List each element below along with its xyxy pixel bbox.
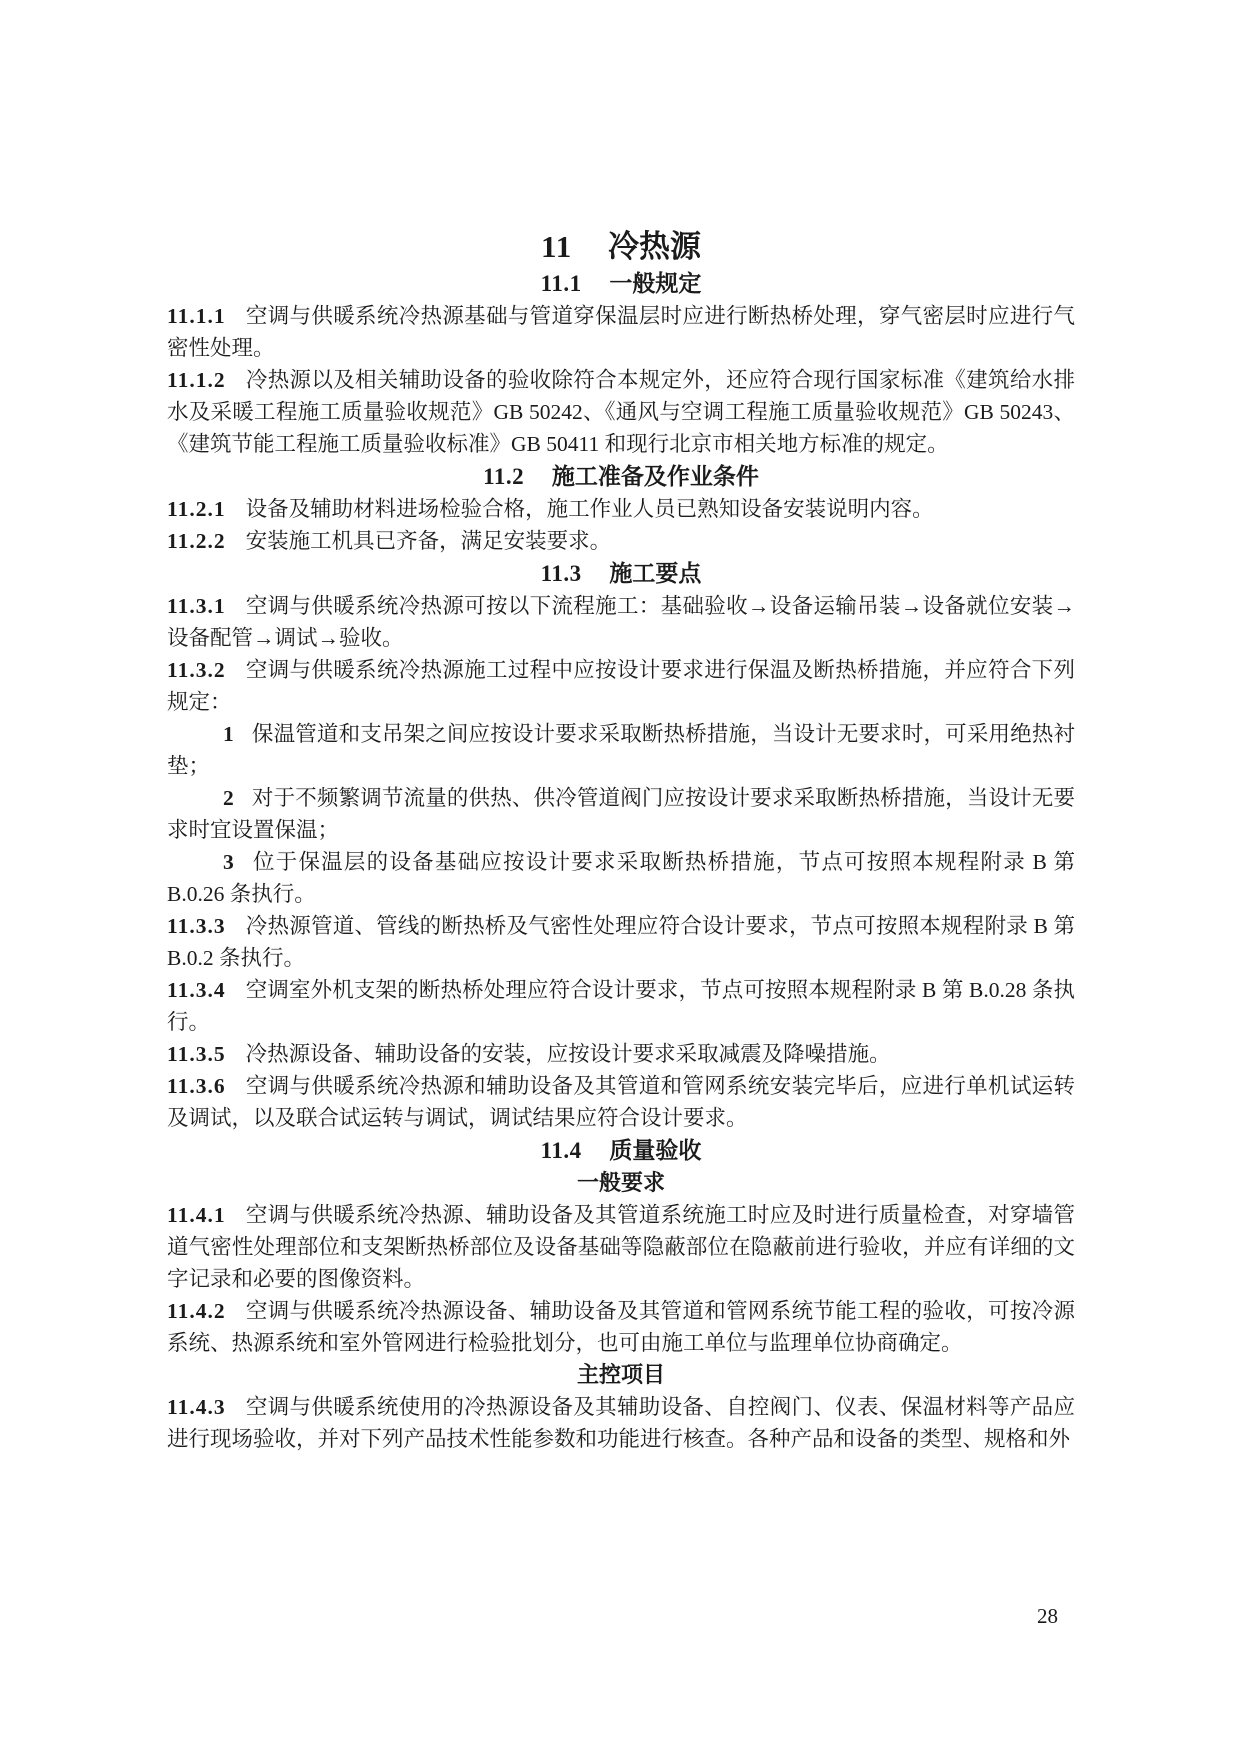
clause-11-1-1 xyxy=(167,300,1075,364)
clause-11-3-1 xyxy=(167,590,1075,654)
clause-text: 冷热源以及相关辅助设备的验收除符合本规定外，还应符合现行国家标准《建筑给水排水及采暖工程施工质量验收规范》GB 50242、《通风与空调工程施工质量验收规范》GB 50243、《建筑节能工程施工质量验收标准》GB 50411 和现行北京市相关地方标准的规定。 xyxy=(167,368,1075,456)
clause-number: 11.4.1 xyxy=(167,1203,226,1227)
clause-11-3-2 xyxy=(167,654,1075,718)
clause-11-4-3 xyxy=(167,1391,1075,1455)
section-heading-11-2 xyxy=(167,460,1075,493)
clause-number: 11.3.1 xyxy=(167,594,226,618)
clause-11-3-4 xyxy=(167,974,1075,1038)
subitem-11-3-2-1 xyxy=(167,718,1075,782)
section-number: 11.1 xyxy=(540,271,582,296)
section-title: 施工要点 xyxy=(609,560,702,586)
clause-11-3-5 xyxy=(167,1038,1075,1070)
clause-11-2-2 xyxy=(167,525,1075,557)
clause-text: 设备及辅助材料进场检验合格，施工作业人员已熟知设备安装说明内容。 xyxy=(245,497,934,521)
clause-text: 空调与供暖系统冷热源设备、辅助设备及其管道和管网系统节能工程的验收，可按冷源系统、热源系统和室外管网进行检验批划分，也可由施工单位与监理单位协商确定。 xyxy=(167,1299,1075,1355)
subheading-master-control-items: 主控项目 xyxy=(576,1362,665,1387)
section-title: 施工准备及作业条件 xyxy=(551,463,759,489)
clause-11-3-3 xyxy=(167,910,1075,974)
subitem-text: 保温管道和支吊架之间应按设计要求采取断热桥措施，当设计无要求时，可采用绝热衬垫； xyxy=(167,722,1075,778)
clause-text: 冷热源管道、管线的断热桥及气密性处理应符合设计要求，节点可按照本规程附录 B 第 B.0.2 条执行。 xyxy=(167,914,1075,970)
clause-number: 11.4.3 xyxy=(167,1395,226,1419)
page-content xyxy=(167,0,1075,1455)
clause-11-4-1 xyxy=(167,1199,1075,1295)
subitem-11-3-2-2 xyxy=(167,782,1075,846)
clause-number: 11.3.6 xyxy=(167,1074,226,1098)
clause-text: 空调与供暖系统冷热源可按以下流程施工：基础验收→设备运输吊装→设备就位安装→设备配管→调试→验收。 xyxy=(167,594,1075,650)
subitem-number: 1 xyxy=(223,722,234,746)
clause-11-1-2 xyxy=(167,364,1075,460)
section-number: 11.3 xyxy=(540,561,582,586)
clause-text: 空调与供暖系统冷热源基础与管道穿保温层时应进行断热桥处理，穿气密层时应进行气密性处理。 xyxy=(167,304,1075,360)
chapter-number: 11 xyxy=(540,229,573,264)
subitem-text: 位于保温层的设备基础应按设计要求采取断热桥措施，节点可按照本规程附录 B 第 B.0.26 条执行。 xyxy=(167,850,1075,906)
chapter-title-text: 冷热源 xyxy=(608,229,702,264)
clause-text: 冷热源设备、辅助设备的安装，应按设计要求采取减震及降噪措施。 xyxy=(245,1042,891,1066)
clause-number: 11.4.2 xyxy=(167,1299,226,1323)
clause-text: 空调与供暖系统使用的冷热源设备及其辅助设备、自控阀门、仪表、保温材料等产品应进行现场验收，并对下列产品技术性能参数和功能进行核查。各种产品和设备的类型、规格和外 xyxy=(167,1395,1075,1451)
section-title: 一般规定 xyxy=(609,270,702,296)
subitem-11-3-2-3 xyxy=(167,846,1075,910)
clause-text: 空调与供暖系统冷热源、辅助设备及其管道系统施工时应及时进行质量检查，对穿墙管道气密性处理部位和支架断热桥部位及设备基础等隐蔽部位在隐蔽前进行验收，并应有详细的文字记录和必要的图像资料。 xyxy=(167,1203,1075,1291)
subitem-number: 3 xyxy=(223,850,234,874)
section-title: 质量验收 xyxy=(609,1137,702,1163)
clause-text: 空调与供暖系统冷热源和辅助设备及其管道和管网系统安装完毕后，应进行单机试运转及调试，以及联合试运转与调试，调试结果应符合设计要求。 xyxy=(167,1074,1075,1130)
clause-text: 空调与供暖系统冷热源施工过程中应按设计要求进行保温及断热桥措施，并应符合下列规定： xyxy=(167,658,1075,714)
section-heading-11-4 xyxy=(167,1134,1075,1167)
section-number: 11.4 xyxy=(540,1138,582,1163)
clause-number: 11.1.1 xyxy=(167,304,226,328)
clause-number: 11.2.2 xyxy=(167,529,226,553)
clause-11-4-2 xyxy=(167,1295,1075,1359)
clause-number: 11.3.2 xyxy=(167,658,226,682)
subitem-number: 2 xyxy=(223,786,234,810)
clause-number: 11.3.3 xyxy=(167,914,226,938)
clause-text: 空调室外机支架的断热桥处理应符合设计要求，节点可按照本规程附录 B 第 B.0.28 条执行。 xyxy=(167,978,1075,1034)
clause-number: 11.2.1 xyxy=(167,497,226,521)
clause-number: 11.3.5 xyxy=(167,1042,226,1066)
clause-number: 11.1.2 xyxy=(167,368,226,392)
subheading-general-requirements: 一般要求 xyxy=(576,1170,665,1195)
subitem-text: 对于不频繁调节流量的供热、供冷管道阀门应按设计要求采取断热桥措施，当设计无要求时宜设置保温； xyxy=(167,786,1075,842)
clause-text: 安装施工机具已齐备，满足安装要求。 xyxy=(245,529,612,553)
section-number: 11.2 xyxy=(483,464,525,489)
chapter-title xyxy=(167,227,1075,267)
section-heading-11-3 xyxy=(167,557,1075,590)
page-number: 28 xyxy=(1037,1604,1058,1628)
clause-number: 11.3.4 xyxy=(167,978,226,1002)
clause-11-3-6 xyxy=(167,1070,1075,1134)
clause-11-2-1 xyxy=(167,493,1075,525)
section-heading-11-1 xyxy=(167,267,1075,300)
